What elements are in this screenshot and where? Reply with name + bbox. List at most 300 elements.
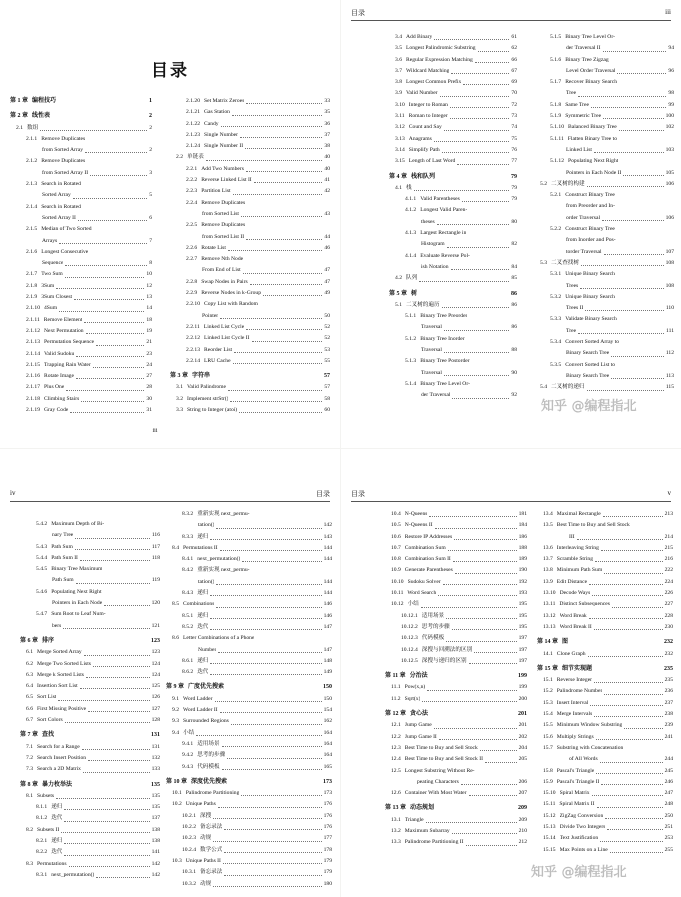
toc-entry[interactable]: [170, 243, 330, 254]
entry-title: Container With Most Water: [404, 790, 467, 797]
toc-entry[interactable]: [385, 656, 527, 667]
toc-entry[interactable]: [385, 565, 527, 576]
toc-entry[interactable]: [20, 575, 160, 586]
toc-entry[interactable]: [166, 750, 332, 761]
toc-entry[interactable]: [20, 609, 160, 620]
toc-entry[interactable]: [389, 134, 517, 145]
toc-entry[interactable]: [170, 299, 330, 310]
toc-entry[interactable]: [170, 311, 330, 322]
toc-entry[interactable]: [20, 647, 160, 658]
toc-entry[interactable]: [389, 322, 517, 333]
toc-entry[interactable]: [10, 258, 152, 269]
toc-entry[interactable]: [534, 258, 674, 269]
toc-entry[interactable]: [534, 168, 674, 179]
entry-title: 递归: [51, 804, 63, 811]
toc-entry[interactable]: [534, 88, 674, 99]
entry-number: 6.4: [26, 683, 33, 690]
leader-dots: [603, 516, 663, 517]
toc-entry[interactable]: [20, 598, 160, 609]
toc-entry[interactable]: [10, 269, 152, 280]
leader-dots: [600, 841, 662, 842]
toc-entry[interactable]: [537, 565, 673, 576]
entry-title: Gray Code: [43, 407, 69, 414]
toc-entry[interactable]: [170, 96, 330, 107]
toc-entry[interactable]: [10, 179, 152, 190]
toc-entry[interactable]: [20, 519, 160, 530]
entry-title: 思考的步骤: [197, 752, 226, 759]
toc-chapter-entry[interactable]: [385, 803, 527, 814]
toc-entry[interactable]: [166, 622, 332, 633]
toc-entry[interactable]: [10, 134, 152, 145]
toc-entry[interactable]: [20, 825, 160, 836]
toc-entry[interactable]: [537, 599, 673, 610]
toc-entry[interactable]: [20, 542, 160, 553]
toc-entry[interactable]: [170, 164, 330, 175]
toc-entry[interactable]: [166, 645, 332, 656]
entry-page: 200: [518, 695, 527, 702]
toc-entry[interactable]: [166, 611, 332, 622]
toc-entry[interactable]: [534, 235, 674, 246]
leader-dots: [591, 107, 666, 108]
toc-entry[interactable]: [385, 682, 527, 693]
toc-entry[interactable]: [537, 845, 673, 856]
toc-entry[interactable]: [170, 186, 330, 197]
toc-entry[interactable]: [10, 337, 152, 348]
entry-number: 2.1.2: [26, 158, 38, 165]
toc-entry[interactable]: [10, 156, 152, 167]
toc-entry[interactable]: [385, 754, 527, 765]
toc-entry[interactable]: [537, 720, 673, 731]
toc-entry[interactable]: [385, 622, 527, 633]
toc-entry[interactable]: [385, 815, 527, 826]
toc-entry[interactable]: [389, 368, 517, 379]
entry-number: 13.12: [543, 612, 556, 619]
toc-entry[interactable]: [10, 394, 152, 405]
toc-entry[interactable]: [170, 130, 330, 141]
toc-chapter-entry[interactable]: [385, 709, 527, 720]
leader-dots: [64, 855, 149, 856]
toc-entry[interactable]: [170, 198, 330, 209]
toc-chapter-entry[interactable]: [10, 96, 152, 107]
toc-entry[interactable]: [385, 777, 527, 788]
toc-entry[interactable]: [10, 168, 152, 179]
toc-chapter-entry[interactable]: [170, 371, 330, 382]
entry-page: 47: [324, 278, 330, 285]
toc-entry[interactable]: [10, 303, 152, 314]
toc-entry[interactable]: [385, 509, 527, 520]
entry-number: 10.2.1: [182, 812, 196, 819]
toc-entry[interactable]: [389, 122, 517, 133]
toc-entry[interactable]: [534, 281, 674, 292]
toc-entry[interactable]: [389, 334, 517, 345]
toc-entry[interactable]: [537, 777, 673, 788]
toc-entry[interactable]: [389, 251, 517, 262]
toc-entry[interactable]: [534, 292, 674, 303]
entry-title: Binary Tree Level Or-: [565, 34, 615, 40]
toc-entry[interactable]: [10, 247, 152, 258]
toc-entry[interactable]: [166, 799, 332, 810]
toc-entry[interactable]: [537, 754, 673, 765]
toc-entry[interactable]: [170, 356, 330, 367]
toc-entry[interactable]: [537, 675, 673, 686]
toc-entry[interactable]: [20, 704, 160, 715]
leader-dots: [210, 674, 321, 675]
toc-entry[interactable]: [385, 732, 527, 743]
toc-entry[interactable]: [170, 141, 330, 152]
toc-chapter-entry[interactable]: [166, 777, 332, 788]
toc-entry[interactable]: [20, 587, 160, 598]
toc-entry[interactable]: [10, 236, 152, 247]
entry-page: 21: [146, 339, 152, 346]
entry-number: 5.2.2: [550, 226, 562, 233]
toc-entry[interactable]: [166, 694, 332, 705]
toc-entry[interactable]: [170, 405, 330, 416]
toc-entry[interactable]: [10, 382, 152, 393]
toc-entry[interactable]: [534, 55, 674, 66]
toc-entry[interactable]: [166, 509, 332, 520]
toc-entry[interactable]: [389, 111, 517, 122]
toc-entry[interactable]: [537, 509, 673, 520]
toc-entry[interactable]: [20, 681, 160, 692]
toc-entry[interactable]: [166, 565, 332, 576]
toc-entry[interactable]: [534, 326, 674, 337]
toc-entry[interactable]: [537, 577, 673, 588]
toc-entry[interactable]: [170, 288, 330, 299]
toc-entry[interactable]: [537, 588, 673, 599]
entry-title: Search a 2D Matrix: [37, 766, 81, 773]
toc-entry[interactable]: [537, 788, 673, 799]
entry-title: Sequence: [42, 260, 64, 267]
toc-entry[interactable]: [10, 405, 152, 416]
toc-entry[interactable]: [10, 123, 152, 134]
toc-entry[interactable]: [389, 356, 517, 367]
toc-entry[interactable]: [534, 224, 674, 235]
toc-entry[interactable]: [534, 111, 674, 122]
toc-entry[interactable]: [389, 228, 517, 239]
toc-entry[interactable]: [170, 107, 330, 118]
toc-entry[interactable]: [534, 122, 674, 133]
entry-page: 92: [511, 392, 517, 399]
toc-entry[interactable]: [20, 802, 160, 813]
toc-entry[interactable]: [20, 813, 160, 824]
toc-entry[interactable]: [10, 224, 152, 235]
toc-entry[interactable]: [385, 788, 527, 799]
entry-title: Add Two Numbers: [201, 165, 244, 172]
toc-entry[interactable]: [385, 694, 527, 705]
toc-entry[interactable]: [389, 55, 517, 66]
toc-entry[interactable]: [389, 273, 517, 284]
toc-entry[interactable]: [170, 322, 330, 333]
toc-entry[interactable]: [20, 692, 160, 703]
toc-entry[interactable]: [170, 265, 330, 276]
toc-entry[interactable]: [385, 611, 527, 622]
toc-entry[interactable]: [534, 156, 674, 167]
toc-chapter-entry[interactable]: [20, 780, 160, 791]
entry-number: 9.1: [172, 695, 179, 702]
entry-title: Single Number: [203, 131, 239, 138]
toc-entry[interactable]: [10, 202, 152, 213]
toc-entry[interactable]: [389, 194, 517, 205]
entry-number: 10.6: [391, 533, 401, 540]
entry-page: 144: [323, 556, 332, 563]
toc-entry[interactable]: [537, 543, 673, 554]
entry-number: 15.5: [543, 722, 553, 729]
toc-entry[interactable]: [166, 728, 332, 739]
toc-entry[interactable]: [166, 833, 332, 844]
toc-entry[interactable]: [170, 277, 330, 288]
toc-chapter-entry[interactable]: [537, 637, 673, 648]
toc-entry[interactable]: [537, 698, 673, 709]
toc-chapter-entry[interactable]: [389, 289, 517, 300]
toc-entry[interactable]: [166, 788, 332, 799]
entry-page: 245: [664, 767, 673, 774]
toc-entry[interactable]: [166, 867, 332, 878]
toc-entry[interactable]: [170, 333, 330, 344]
toc-entry[interactable]: [389, 43, 517, 54]
toc-entry[interactable]: [389, 239, 517, 250]
toc-entry[interactable]: [10, 145, 152, 156]
toc-entry[interactable]: [20, 764, 160, 775]
toc-entry[interactable]: [20, 742, 160, 753]
toc-entry[interactable]: [389, 379, 517, 390]
toc-entry[interactable]: [10, 213, 152, 224]
toc-entry[interactable]: [166, 599, 332, 610]
entry-number: 2.1.4: [26, 203, 38, 210]
entry-number: 9.4.3: [182, 763, 194, 770]
toc-entry[interactable]: [534, 314, 674, 325]
leader-dots: [228, 390, 322, 391]
entry-number: 10.12: [391, 601, 404, 608]
entry-title: Histogram: [421, 241, 445, 248]
toc-entry[interactable]: [170, 345, 330, 356]
toc-entry[interactable]: [537, 709, 673, 720]
toc-entry[interactable]: [385, 520, 527, 531]
toc-entry[interactable]: [389, 205, 517, 216]
toc-entry[interactable]: [385, 588, 527, 599]
toc-entry[interactable]: [20, 870, 160, 881]
toc-entry[interactable]: [166, 879, 332, 890]
leader-dots: [437, 224, 510, 225]
toc-entry[interactable]: [170, 119, 330, 130]
toc-entry[interactable]: [10, 281, 152, 292]
toc-entry[interactable]: [166, 762, 332, 773]
toc-entry[interactable]: [385, 599, 527, 610]
toc-entry[interactable]: [170, 232, 330, 243]
entry-page: 238: [664, 711, 673, 718]
toc-entry[interactable]: [385, 543, 527, 554]
leader-dots: [86, 333, 145, 334]
toc-entry[interactable]: [537, 686, 673, 697]
toc-entry[interactable]: [166, 705, 332, 716]
toc-entry[interactable]: [20, 621, 160, 632]
entry-page: 37: [324, 131, 330, 138]
toc-entry[interactable]: [166, 532, 332, 543]
toc-entry[interactable]: [389, 311, 517, 322]
toc-entry[interactable]: [534, 77, 674, 88]
entry-title: 动态规划: [410, 805, 435, 812]
toc-entry[interactable]: [534, 100, 674, 111]
toc-entry[interactable]: [170, 152, 330, 163]
toc-entry[interactable]: [170, 209, 330, 220]
toc-entry[interactable]: [20, 670, 160, 681]
toc-entry[interactable]: [537, 649, 673, 660]
toc-entry[interactable]: [385, 766, 527, 777]
toc-entry[interactable]: [170, 382, 330, 393]
toc-entry[interactable]: [389, 217, 517, 228]
toc-entry[interactable]: [10, 360, 152, 371]
toc-entry[interactable]: [20, 791, 160, 802]
toc-entry[interactable]: [166, 716, 332, 727]
toc-entry[interactable]: [537, 766, 673, 777]
toc-entry[interactable]: [537, 611, 673, 622]
toc-entry[interactable]: [385, 743, 527, 754]
toc-entry[interactable]: [534, 201, 674, 212]
toc-entry[interactable]: [537, 732, 673, 743]
toc-entry[interactable]: [537, 799, 673, 810]
toc-entry[interactable]: [10, 292, 152, 303]
toc-entry[interactable]: [534, 190, 674, 201]
toc-entry[interactable]: [20, 564, 160, 575]
toc-entry[interactable]: [20, 753, 160, 764]
entry-number: 第 10 章: [166, 778, 188, 785]
toc-entry[interactable]: [389, 145, 517, 156]
leader-dots: [444, 352, 509, 353]
entry-page: 199: [518, 684, 527, 691]
toc-entry[interactable]: [537, 822, 673, 833]
toc-entry[interactable]: [534, 360, 674, 371]
toc-chapter-entry[interactable]: [537, 664, 673, 675]
toc-entry[interactable]: [385, 826, 527, 837]
toc-entry[interactable]: [534, 382, 674, 393]
toc-entry[interactable]: [10, 371, 152, 382]
toc-entry[interactable]: [166, 520, 332, 531]
toc-entry[interactable]: [10, 349, 152, 360]
toc-entry[interactable]: [10, 190, 152, 201]
toc-entry[interactable]: [166, 554, 332, 565]
toc-entry[interactable]: [534, 371, 674, 382]
toc-entry[interactable]: [537, 532, 673, 543]
leader-dots: [73, 198, 147, 199]
toc-entry[interactable]: [10, 315, 152, 326]
toc-entry[interactable]: [166, 856, 332, 867]
toc-entry[interactable]: [166, 667, 332, 678]
toc-entry[interactable]: [534, 348, 674, 359]
leader-dots: [56, 288, 144, 289]
entry-title: Set Matrix Zeroes: [203, 98, 245, 104]
toc-entry[interactable]: [20, 715, 160, 726]
toc-entry[interactable]: [166, 845, 332, 856]
entry-number: 3.3: [176, 407, 183, 414]
toc-entry[interactable]: [166, 739, 332, 750]
toc-entry[interactable]: [170, 175, 330, 186]
toc-entry[interactable]: [389, 183, 517, 194]
toc-entry[interactable]: [166, 811, 332, 822]
toc-entry[interactable]: [20, 553, 160, 564]
toc-entry[interactable]: [537, 811, 673, 822]
entry-page: 138: [151, 826, 160, 833]
toc-entry[interactable]: [534, 66, 674, 77]
leader-dots: [80, 688, 150, 689]
entry-number: 6.3: [26, 671, 33, 678]
toc-entry[interactable]: [166, 633, 332, 644]
toc-chapter-entry[interactable]: [385, 671, 527, 682]
toc-entry[interactable]: [534, 43, 674, 54]
entry-page: 141: [151, 849, 160, 856]
toc-entry[interactable]: [385, 720, 527, 731]
toc-entry[interactable]: [389, 390, 517, 401]
entry-title: Decode Ways: [559, 590, 591, 597]
toc-entry[interactable]: [166, 656, 332, 667]
toc-entry[interactable]: [534, 213, 674, 224]
toc-entry[interactable]: [537, 520, 673, 531]
toc-entry[interactable]: [385, 554, 527, 565]
toc-entry[interactable]: [20, 847, 160, 858]
toc-entry[interactable]: [389, 88, 517, 99]
toc-entry[interactable]: [537, 833, 673, 844]
toc-entry[interactable]: [537, 743, 673, 754]
toc-entry[interactable]: [385, 633, 527, 644]
toc-entry[interactable]: [170, 220, 330, 231]
toc-entry[interactable]: [389, 77, 517, 88]
toc-entry[interactable]: [534, 179, 674, 190]
toc-entry[interactable]: [385, 532, 527, 543]
toc-entry[interactable]: [20, 859, 160, 870]
toc-entry[interactable]: [534, 269, 674, 280]
toc-entry[interactable]: [389, 262, 517, 273]
toc-entry[interactable]: [534, 145, 674, 156]
toc-entry[interactable]: [534, 32, 674, 43]
toc-entry[interactable]: [389, 156, 517, 167]
entry-number: 13.7: [543, 556, 553, 563]
entry-number: 第 3 章: [170, 373, 189, 380]
toc-entry[interactable]: [166, 588, 332, 599]
toc-entry[interactable]: [534, 337, 674, 348]
toc-entry[interactable]: [170, 254, 330, 265]
toc-entry[interactable]: [534, 303, 674, 314]
toc-chapter-entry[interactable]: [20, 730, 160, 741]
entry-number: 第 5 章: [389, 290, 408, 297]
toc-entry[interactable]: [385, 577, 527, 588]
toc-entry[interactable]: [537, 622, 673, 633]
toc-chapter-entry[interactable]: [389, 172, 517, 183]
toc-entry[interactable]: [385, 645, 527, 656]
toc-entry[interactable]: [166, 822, 332, 833]
toc-chapter-entry[interactable]: [10, 111, 152, 122]
toc-entry[interactable]: [389, 345, 517, 356]
entry-number: 10.12.1: [401, 612, 418, 619]
toc-entry[interactable]: [389, 66, 517, 77]
toc-entry[interactable]: [166, 543, 332, 554]
leader-dots: [80, 560, 150, 561]
toc-chapter-entry[interactable]: [166, 682, 332, 693]
toc-entry[interactable]: [20, 836, 160, 847]
toc-entry[interactable]: [389, 100, 517, 111]
toc-entry[interactable]: [170, 394, 330, 405]
toc-entry[interactable]: [385, 837, 527, 848]
entry-number: 5.4.5: [36, 566, 48, 573]
toc-entry[interactable]: [166, 577, 332, 588]
toc-entry[interactable]: [20, 659, 160, 670]
toc-entry[interactable]: [389, 300, 517, 311]
toc-entry[interactable]: [537, 554, 673, 565]
toc-entry[interactable]: [534, 134, 674, 145]
entry-title: Permutations II: [183, 544, 218, 551]
toc-entry[interactable]: [10, 326, 152, 337]
toc-entry[interactable]: [389, 32, 517, 43]
toc-chapter-entry[interactable]: [20, 636, 160, 647]
toc-entry[interactable]: [534, 247, 674, 258]
toc-entry[interactable]: [20, 530, 160, 541]
